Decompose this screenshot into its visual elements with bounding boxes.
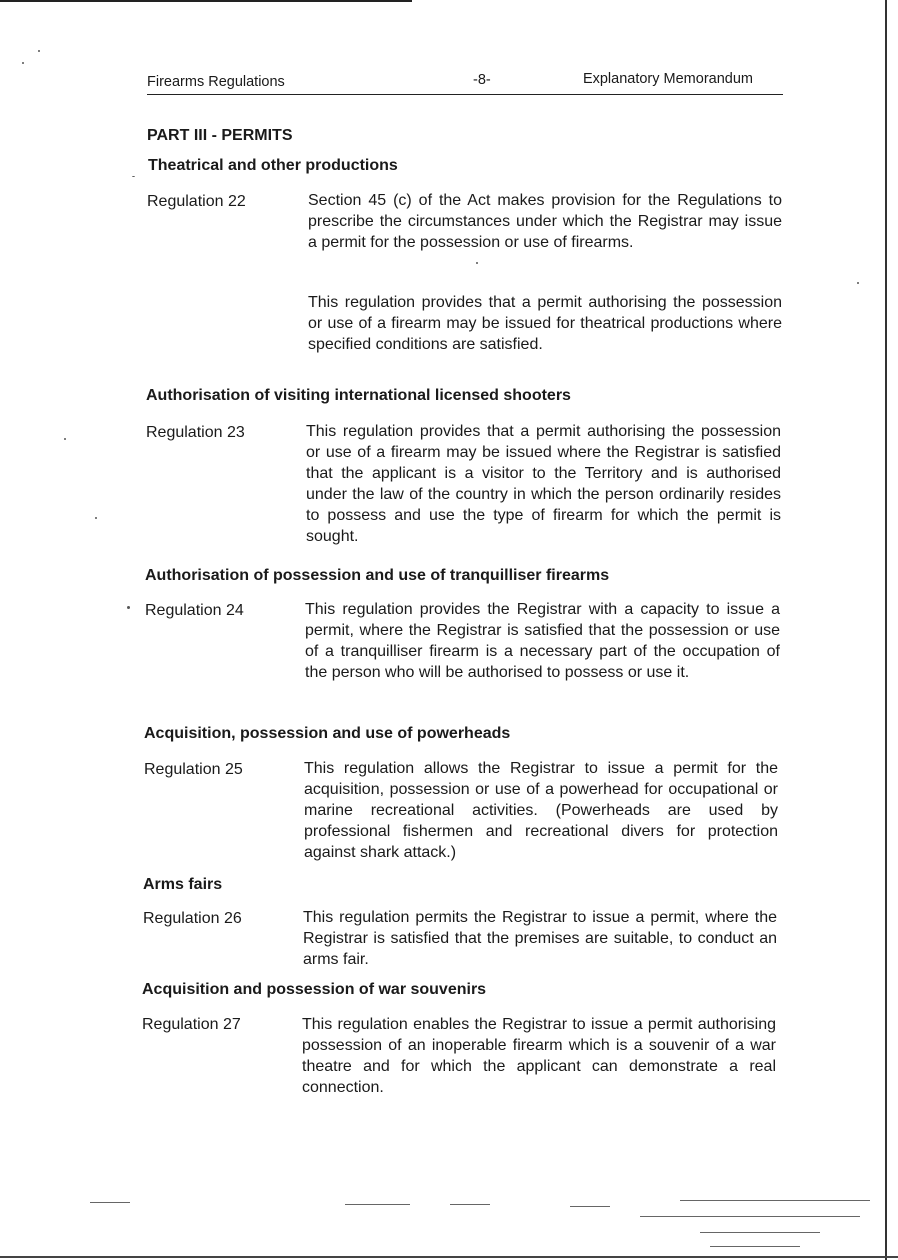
scan-speck	[127, 606, 130, 609]
regulation-paragraph: This regulation permits the Registrar to issue a permit, where the Registrar is satisfied that the premises are suitable, to conduct an arms fair.	[303, 909, 777, 968]
scan-speck	[38, 50, 40, 52]
regulation-label: Regulation 24	[145, 602, 244, 619]
regulation-label: Regulation 23	[146, 424, 245, 441]
section-heading: Arms fairs	[143, 876, 223, 893]
scan-line	[640, 1216, 860, 1217]
scan-line	[700, 1232, 820, 1233]
scan-speck	[22, 62, 24, 64]
regulation-label: Regulation 26	[143, 910, 242, 927]
regulation-paragraph: This regulation provides that a permit authorising the possession or use of a firearm may be issued where the Registrar is satisfied that the applicant is a visitor to the Territory and is authorised under the law of the country in which the person ordinarily resides to possess and use the type of firearm for which the permit is sought.	[306, 423, 781, 545]
regulation-paragraph: This regulation provides the Registrar with a capacity to issue a permit, where the Registrar is satisfied that the possession or use of a tranquilliser firearm is a necessary part of the occupation of the person who will be authorised to possess or use it.	[305, 601, 780, 681]
scan-line	[570, 1206, 610, 1207]
scan-edge-top	[0, 0, 412, 2]
part-title: PART III - PERMITS	[147, 127, 293, 144]
header-title: Firearms Regulations	[147, 74, 285, 90]
regulation-paragraph: Section 45 (c) of the Act makes provision for the Regulations to prescribe the circumstances under which the Registrar may issue a permit for the possession or use of firearms.	[308, 192, 782, 251]
section-heading: Theatrical and other productions	[148, 157, 398, 174]
scan-speck	[64, 438, 66, 440]
section-heading: Authorisation of possession and use of tranquilliser firearms	[145, 567, 610, 584]
scan-edge-right	[885, 0, 887, 1260]
regulation-label: Regulation 25	[144, 761, 243, 778]
scan-speck	[857, 282, 859, 284]
scan-speck	[476, 262, 478, 264]
scan-speck	[132, 176, 135, 177]
regulation-paragraph: This regulation allows the Registrar to issue a permit for the acquisition, possession or use of a powerhead for occupational or marine recreational activities. (Powerheads are used by professional fishermen and recreational divers for protection against shark attack.)	[304, 760, 778, 861]
scan-line	[450, 1204, 490, 1205]
running-header	[147, 70, 783, 95]
page-number: -8-	[473, 72, 491, 88]
scan-speck	[95, 517, 97, 519]
scan-line	[90, 1202, 130, 1203]
header-document-type: Explanatory Memorandum	[582, 71, 753, 87]
scan-edge-bottom	[0, 1256, 898, 1258]
section-heading: Acquisition and possession of war souvenirs	[142, 981, 487, 998]
regulation-label: Regulation 22	[147, 193, 246, 210]
regulation-paragraph: This regulation enables the Registrar to issue a permit authorising possession of an inoperable firearm which is a souvenir of a war theatre and for which the applicant can demonstrate a real connection.	[302, 1016, 776, 1096]
scan-line	[680, 1200, 870, 1201]
section-heading: Authorisation of visiting international licensed shooters	[146, 387, 571, 404]
scan-line	[345, 1204, 410, 1205]
regulation-paragraph: This regulation provides that a permit authorising the possession or use of a firearm may be issued for theatrical productions where specified conditions are satisfied.	[308, 294, 782, 353]
scan-line	[710, 1246, 800, 1247]
regulation-label: Regulation 27	[142, 1016, 241, 1033]
section-heading: Acquisition, possession and use of powerheads	[144, 725, 511, 742]
